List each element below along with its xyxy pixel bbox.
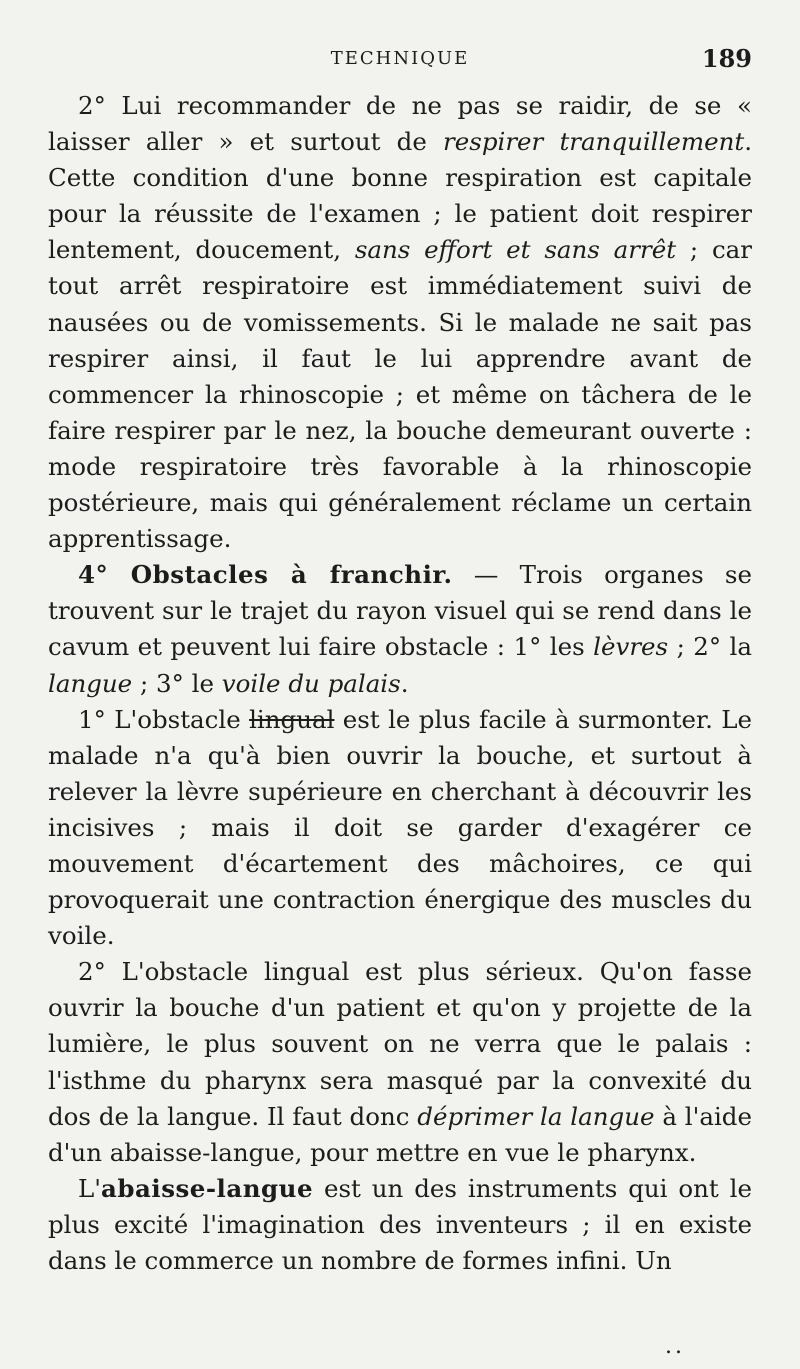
text-run: ; car tout arrêt respiratoire est immédiatement suivi de nausées ou de vomissements. Si le malade ne sait pas respirer ainsi, il faut le lui apprendre avant de commencer la rhinoscopie ; et même on tâchera de le faire respirer par le nez, la bouche demeurant ouverte : mode respiratoire très favorable à la rhinoscopie postérieure, mais qui généralement réclame un certain apprentissage. (48, 235, 752, 554)
italic-run: sans effort et sans arrêt (354, 235, 677, 265)
paragraph-abaisse-langue (48, 1171, 752, 1279)
text-run: ; 2° la (668, 632, 752, 662)
italic-run: déprimer la langue (417, 1101, 655, 1131)
paragraph-respiration (48, 88, 752, 557)
text-run: est le plus facile à surmonter. Le malade n'a qu'à bien ouvrir la bouche, et surtout à relever la lèvre supérieure en cherchant à découvrir les incisives ; mais il doit se garder d'exagérer ce mouvement d'écartement des mâchoires, ce qui provoquerait une contraction énergique des muscles du voile. (48, 704, 752, 951)
italic-run: voile du palais (221, 668, 401, 698)
text-run: à l'aide d'un abaisse-langue, pour mettre en vue le pharynx. (48, 1101, 752, 1167)
text-run: 2° L'obstacle lingual est plus sérieux. Qu'on fasse ouvrir la bouche d'un patient et qu'on y projette de la lumière, le plus souvent on ne verra que le palais : l'isthme du pharynx sera masqué par la convexité du dos de la langue. Il faut donc (48, 957, 752, 1131)
body-text (48, 88, 752, 1279)
text-run: . (400, 668, 409, 698)
page-header (48, 44, 752, 74)
struck-word: lingual (249, 704, 335, 734)
italic-run: lèvres (593, 632, 669, 662)
text-run: 2° Lui recommander de ne pas se raidir, de se « laisser aller » et surtout de (48, 91, 752, 157)
section-heading: 4° Obstacles à franchir. (78, 560, 453, 590)
paragraph-obstacle-lingual (48, 954, 752, 1171)
text-run: — Trois organes se trouvent sur le trajet du rayon visuel qui se rend dans le cavum et peuvent lui faire obstacle : 1° les (48, 560, 752, 662)
running-head: TECHNIQUE (330, 48, 470, 69)
text-run: est un des instruments qui ont le plus excité l'imagination des inventeurs ; il en existe dans le commerce un nombre de formes infini. Un (48, 1173, 752, 1275)
italic-run: respirer tranquillement (443, 127, 745, 157)
text-run: 1° L'obstacle (78, 704, 250, 734)
paragraph-obstacle-labial (48, 702, 752, 955)
text-run: ; 3° le (132, 668, 222, 698)
page-number: 189 (701, 44, 752, 73)
italic-run: langue (48, 668, 133, 698)
text-run: L' (78, 1173, 102, 1203)
bold-term: abaisse-langue (101, 1173, 314, 1203)
paragraph-obstacles (48, 557, 752, 701)
text-run: . Cette condition d'une bonne respiration est capitale pour la réussite de l'examen ; le patient doit respirer lentement, doucement, (48, 127, 753, 265)
footer-dots: .. (665, 1334, 685, 1359)
